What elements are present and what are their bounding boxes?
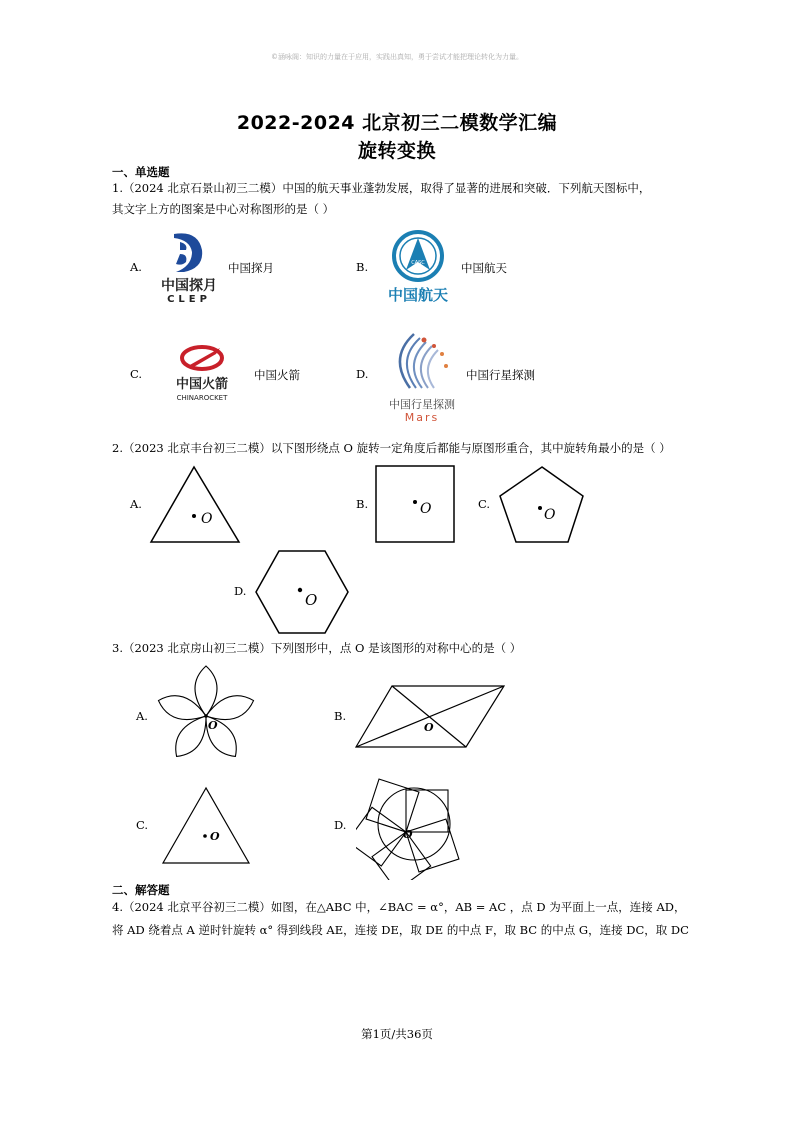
question-2-text: 2.（2023 北京丰台初三二模）以下图形绕点 O 旋转一定角度后都能与原图形重合，其中旋转角最小的是（ ） xyxy=(112,441,671,455)
svg-text:O: O xyxy=(208,719,218,732)
q1-option-a-name: 中国探月 xyxy=(228,261,274,275)
q3-rotated-squares-figure xyxy=(356,776,462,880)
q1-option-c-label: C. xyxy=(130,367,143,381)
watermark: ©涵咏阁：知识的力量在于应用，实践出真知，勇于尝试才能把理论转化为力量。 xyxy=(271,53,523,61)
q3-flower-figure xyxy=(154,664,258,764)
q3-parallelogram-figure xyxy=(354,684,506,750)
section-heading-single-choice: 一、单选题 xyxy=(112,165,170,179)
question-1-text-line2: 其文字上方的图案是中心对称图形的是（ ） xyxy=(112,202,335,216)
svg-text:O: O xyxy=(420,501,432,517)
question-1-text-line1: 1.（2024 北京石景山初三二模）中国的航天事业蓬勃发展，取得了显著的进展和突破．下列航天图标中， xyxy=(112,181,651,195)
svg-text:中国探月: 中国探月 xyxy=(161,278,217,294)
svg-text:中国行星探测: 中国行星探测 xyxy=(389,398,455,411)
q2-hexagon-figure xyxy=(252,548,352,636)
svg-text:O: O xyxy=(544,507,556,523)
q3-triangle-figure xyxy=(160,786,254,866)
q2-pentagon-figure xyxy=(496,464,588,546)
svg-text:CHINAROCKET: CHINAROCKET xyxy=(176,394,228,402)
q2-option-a-label: A. xyxy=(130,497,142,511)
q3-option-a-label: A. xyxy=(136,709,148,723)
q1-option-c-name: 中国火箭 xyxy=(254,368,300,382)
clep-logo xyxy=(154,228,224,304)
q1-option-b-label: B. xyxy=(356,260,369,274)
svg-text:Mars: Mars xyxy=(404,411,440,424)
question-3-text: 3.（2023 北京房山初三二模）下列图形中，点 O 是该图形的对称中心的是（ ） xyxy=(112,641,522,655)
svg-text:O: O xyxy=(210,830,220,843)
q1-option-d-label: D. xyxy=(356,367,369,381)
q2-option-b-label: B. xyxy=(356,497,369,511)
svg-text:中国火箭: 中国火箭 xyxy=(175,377,229,392)
document-title: 2022-2024 北京初三二模数学汇编 xyxy=(236,112,558,134)
q1-option-a-label: A. xyxy=(130,260,142,274)
q2-square-figure xyxy=(374,464,458,546)
document-subtitle: 旋转变换 xyxy=(357,140,436,162)
svg-text:O: O xyxy=(424,721,434,734)
chinarocket-logo xyxy=(166,342,238,404)
question-4-text-line2: 将 AD 绕着点 A 逆时针旋转 α° 得到线段 AE，连接 DE，取 DE 的中点 F，取 BC 的中点 G，连接 DC，取 DC xyxy=(112,923,689,937)
q3-option-b-label: B. xyxy=(334,709,347,723)
q1-option-b-name: 中国航天 xyxy=(461,261,507,275)
q2-option-d-label: D. xyxy=(234,584,247,598)
q3-option-d-label: D. xyxy=(334,818,347,832)
svg-text:CASC: CASC xyxy=(411,260,425,266)
svg-text:O: O xyxy=(201,511,213,527)
page-footer: 第1页/共36页 xyxy=(361,1027,433,1041)
question-4-text-line1: 4.（2024 北京平谷初三二模）如图，在△ABC 中，∠BAC = α°，AB = AC ，点 D 为平面上一点，连接 AD， xyxy=(112,900,686,914)
svg-text:CLEP: CLEP xyxy=(167,294,211,304)
section-heading-answer: 二、解答题 xyxy=(112,883,170,897)
svg-text:O: O xyxy=(403,828,413,841)
q1-option-d-name: 中国行星探测 xyxy=(466,368,535,382)
q2-triangle-figure xyxy=(148,464,244,546)
svg-text:O: O xyxy=(305,591,318,609)
mars-logo xyxy=(384,330,460,424)
q3-option-c-label: C. xyxy=(136,818,149,832)
casc-logo xyxy=(384,228,452,304)
q2-option-c-label: C. xyxy=(478,497,491,511)
svg-text:中国航天: 中国航天 xyxy=(387,286,449,304)
